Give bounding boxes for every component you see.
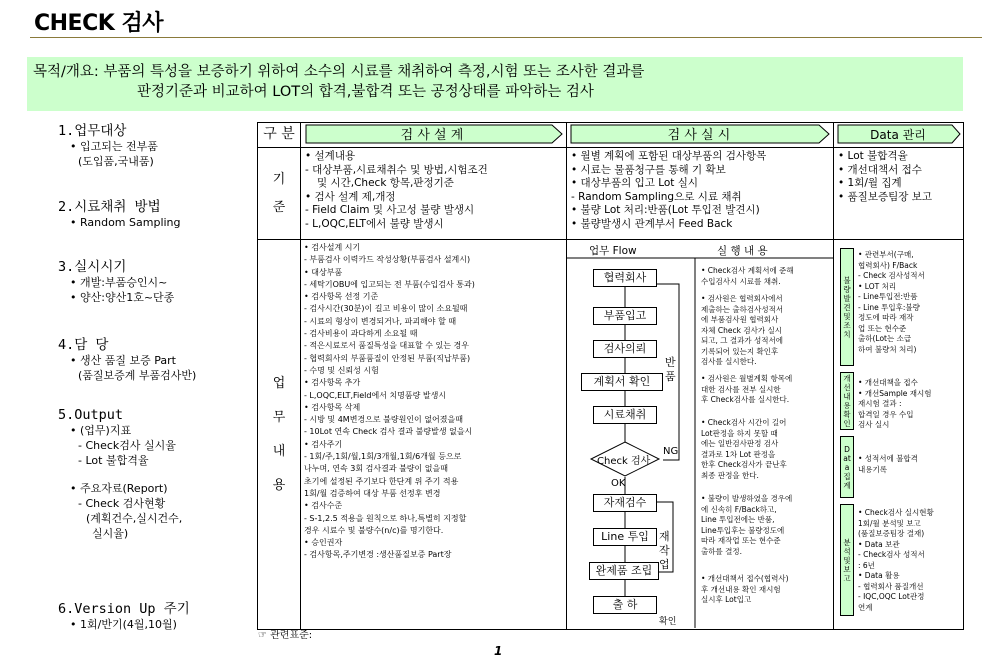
page-title: CHECK 검사 [34, 11, 163, 36]
vlabel-action [840, 248, 854, 366]
process-table [257, 122, 964, 630]
return-label [665, 356, 676, 384]
exec-head: 실 행 내 용 [717, 245, 768, 257]
data-note-line: - 협력회사 품질개선 [858, 581, 924, 591]
std-line: • Lot 불합격율 [838, 150, 908, 162]
header-exec-label: 검 사 실 시 [667, 128, 731, 143]
std-line: • 설계내용 [305, 150, 356, 162]
std-line: - Random Sampling으로 시료 채취 [571, 190, 742, 203]
std-line: • 품질보증팀장 보고 [838, 190, 933, 203]
standard-data [834, 148, 964, 240]
vlabel-text: 개선내용확인 [843, 374, 851, 428]
std-line: • 시료는 물품청구를 통해 기 확보 [571, 163, 726, 176]
related-standards: ☞ 관련표준: [258, 630, 313, 641]
data-note-line: 정도에 따라 재작 [858, 313, 914, 322]
confirm-label: 확인 [659, 617, 677, 627]
purpose-banner [27, 57, 963, 111]
flow-step-receiving: 부품입고 [593, 307, 657, 325]
exec-note-line: 검사를 실시한다. [701, 357, 757, 366]
work-label-char: 내 [272, 443, 286, 459]
std-line: • 개선대책서 접수 [838, 163, 922, 176]
vlabel-report [840, 504, 854, 616]
section-heading: 5.Output [58, 407, 124, 423]
data-note-line: (품질보증팀장 결재) [858, 529, 925, 538]
section-heading: 4.담 당 [58, 337, 109, 353]
exec-note-line: 기록되어 있는지 확인후 [701, 346, 779, 356]
std-line: • 불량발생시 관계부서 Feed Back [571, 217, 733, 230]
design-line: - 부품검사 이력카드 작성상황(부품검사 설계시) [304, 255, 471, 265]
work-label-char: 무 [272, 409, 286, 425]
data-note-line: 내용기록 [858, 464, 887, 474]
exec-note-2 [701, 294, 783, 368]
exec-note-line: 최종 판정을 한다. [701, 470, 759, 480]
std-line: • 월별 계획에 포함된 대상부품의 검사항목 [571, 150, 767, 162]
standard-exec [567, 148, 834, 240]
design-line: • 검사항목 추가 [304, 378, 361, 388]
section-item: • 1회/반기(4월,10월) [70, 618, 177, 631]
data-note-line: 업 또는 현수준 [858, 323, 907, 333]
section-item: • 입고되는 전부품 [70, 140, 158, 153]
exec-note-line: • 개선대책서 접수(협력사) [701, 574, 789, 583]
section-timing [58, 260, 174, 305]
design-line: - 시료의 형상이 변경되거나, 파괴해야 할 때 [304, 316, 457, 326]
std-line: • 1회/월 집계 [838, 177, 902, 189]
design-line: - 검사시간(30분)이 길고 비용이 많이 소요될때 [304, 304, 468, 314]
table-header-row [258, 123, 964, 148]
vlabel-text: Data집계 [843, 444, 851, 490]
design-line: 초기에 설정된 주기보다 한단계 위 주기 적용 [304, 476, 459, 486]
exec-note-line: 후 Check검사를 실시한다. [701, 395, 790, 404]
standard-design [301, 148, 567, 240]
design-line: 1회/월 검증하여 대상 부품 선정후 변경 [304, 488, 441, 498]
exec-note-5 [701, 494, 792, 557]
data-note-line: • Data 보관 [858, 539, 900, 549]
rework-char: 재 [659, 530, 670, 543]
data-note-line: - Check검사 성적서 [858, 550, 925, 559]
section-heading: 6.Version Up 주기 [58, 601, 190, 617]
standard-label [258, 148, 301, 240]
data-note-line: 연계 [858, 602, 873, 612]
exec-note-line: 따라 재작업 또는 현수준 [701, 536, 781, 545]
work-exec [567, 240, 834, 630]
exec-note-line: Lot판정을 하지 못할 때 [701, 428, 778, 438]
data-note-line: • Data 활용 [858, 571, 900, 580]
data-note-line: 검사 실시 [858, 420, 890, 429]
section-owner [58, 338, 196, 383]
section-item: 실시율) [92, 527, 129, 540]
flow-step-plan-check: 계획서 확인 [581, 373, 663, 391]
work-data [834, 240, 964, 630]
data-note-4 [858, 508, 934, 613]
exec-note-line: Line투입후는 불량정도에 [701, 525, 785, 535]
section-output [58, 408, 182, 541]
design-line: 경우 시료수 및 불량수(n/c)를 명기한다. [304, 525, 444, 535]
data-note-line: • 관련부서(구매, [858, 250, 914, 259]
exec-note-line: 한후 Check검사가 끝난후 [701, 460, 787, 469]
ok-label: OK [611, 478, 626, 489]
vlabel-improve [840, 372, 854, 430]
data-note-line: 합격일 경우 수입 [858, 409, 914, 419]
section-version [58, 602, 190, 632]
section-item: (도입품,국내품) [78, 155, 154, 168]
data-note-line: 1회/월 분석및 보고 [858, 518, 921, 528]
exec-note-line: 후 개선내용 확인 재시험 [701, 584, 781, 594]
data-note-2 [858, 378, 932, 431]
design-line: • 대상부품 [304, 267, 343, 277]
header-gubun: 구 분 [258, 123, 301, 148]
vlabel-text: 분석 및 보고 [843, 537, 851, 583]
ng-label: NG [663, 446, 679, 457]
data-note-3 [858, 454, 918, 475]
exec-note-line: 수입검사시 시료를 채취. [701, 276, 781, 286]
section-target [58, 124, 158, 169]
header-design [301, 123, 567, 148]
exec-note-1 [701, 266, 794, 287]
data-note-line: • 개선대책을 접수 [858, 378, 918, 387]
section-item: • 주요자료(Report) [70, 482, 168, 495]
std-line: - 대상부품,시료채취수 및 방법,시험조건 [305, 163, 488, 176]
design-line: - 세탁기OBU에 입고되는 전 부품(수입검사 통과) [304, 279, 475, 289]
data-note-line: - Check 검사성적서 [858, 271, 925, 280]
purpose-line-1: 목적/개요: 부품의 특성을 보증하기 위하여 소수의 시료를 채취하여 측정,시험 또는 조사한 결과를 [33, 64, 645, 80]
exec-note-line: • 검사원은 협력회사에서 [701, 294, 783, 303]
exec-note-line: 에 부품검사원 협력회사 [701, 315, 779, 324]
data-note-1 [858, 250, 925, 355]
title-divider [30, 37, 982, 38]
design-line: - 적은시료로서 품질특성을 대표할 수 있는 경우 [304, 341, 469, 351]
design-line: - 시방 및 4M변경으로 불량원인이 없어졌을때 [304, 415, 463, 425]
exec-note-line: • 불량이 발생하였을 경우에 [701, 494, 793, 503]
flow-step-sampling: 시료채취 [593, 406, 657, 424]
data-note-line: : 6년 [858, 560, 875, 570]
data-note-line: - IQC,OQC Lot관정 [858, 592, 925, 601]
section-item: (품질보증계 부품검사반) [78, 369, 197, 382]
design-arrow-icon [304, 123, 564, 145]
data-note-line: 하여 불량처 처리) [858, 344, 917, 354]
data-note-line: - Line 투입후:불량 [858, 302, 920, 312]
exec-note-line: 출하를 결정. [701, 546, 742, 556]
exec-note-6 [701, 574, 789, 606]
design-line: - 검사항목,주기변경 :생산품질보증 Part장 [304, 550, 452, 560]
data-note-line: 재시험 결과 : [858, 399, 902, 408]
exec-note-line: Line 투입전에는 반품, [701, 515, 775, 524]
work-design [301, 240, 567, 630]
design-line: 나누며, 연속 3회 검사결과 불량이 없을때 [304, 464, 448, 474]
rework-label [659, 530, 670, 572]
data-note-line: • 개선Sample 재시험 [858, 388, 932, 398]
exec-note-4 [701, 418, 787, 481]
design-line: • 검사항목 삭제 [304, 402, 361, 412]
design-line: • 검사항목 선정 기준 [304, 292, 379, 302]
design-line: - 1회/주,1회/월,1회/3개월,1회/6개월 등으로 [304, 452, 462, 462]
exec-note-line: 되고, 그 결과가 성적서에 [701, 336, 783, 345]
exec-note-line: • Check검사 시간이 길어 [701, 418, 787, 427]
header-data [834, 123, 964, 148]
standard-row [258, 148, 964, 240]
section-item: (계획건수,실시건수, [86, 512, 183, 525]
standard-label-char: 기 [272, 171, 286, 187]
section-heading: 2.시료채취 방법 [58, 199, 161, 215]
flow-step-supplier: 협력회사 [593, 269, 657, 287]
flow-step-line-input: Line 투입 [593, 528, 657, 546]
exec-note-line: • Check검사 계획서에 준해 [701, 266, 794, 275]
work-label [258, 240, 301, 630]
std-line: - L,OQC,ELT에서 불량 발생시 [305, 217, 444, 230]
design-line: • 검사설계 시기 [304, 243, 361, 252]
purpose-line-2: 판정기준과 비교하여 LOT의 합격,불합격 또는 공정상태를 파악하는 검사 [137, 84, 594, 100]
section-item: • 양산:양산1호~단종 [70, 291, 175, 304]
data-note-line: • LOT 처리 [858, 281, 897, 291]
section-item: • Random Sampling [70, 216, 181, 229]
section-item: - Check 검사현황 [78, 497, 166, 510]
design-line: - 수명 및 신뢰성 시험 [304, 365, 379, 375]
data-note-line: 출하(Lot는 소급 [858, 334, 912, 343]
rework-char: 업 [659, 558, 670, 571]
header-exec [567, 123, 834, 148]
vlabel-collect [840, 436, 854, 498]
design-line: - 10Lot 연속 Check 검사 결과 불량발생 없을시 [304, 427, 473, 437]
std-line: • 검사 설계 제,개정 [305, 190, 396, 203]
exec-note-line: 실시후 Lot입고 [701, 595, 752, 604]
work-label-char: 업 [272, 375, 286, 391]
design-line: - 검사비용이 과다하게 소요될 때 [304, 329, 418, 339]
section-heading: 1.업무대상 [58, 123, 127, 139]
section-item: - Check검사 실시율 [78, 439, 176, 452]
std-line: • 대상부품의 입고 Lot 실시 [571, 177, 699, 189]
flow-step-ship: 출 하 [593, 596, 657, 614]
std-line: 및 시간,Check 항목,판정기준 [317, 177, 454, 189]
exec-arrow-icon [569, 123, 831, 145]
flow-step-assembly: 완제품 조립 [589, 562, 659, 580]
exec-note-line: 에 신속히 F/Back하고, [701, 504, 777, 514]
header-design-label: 검 사 설 계 [400, 128, 463, 143]
section-heading: 3.실시시기 [58, 259, 127, 275]
work-row [258, 240, 964, 630]
exec-note-line: 자체 Check 검사가 실시 [701, 325, 782, 335]
data-note-line: • 성적서에 불합격 [858, 454, 918, 463]
rework-char: 작 [659, 544, 670, 557]
flow-step-inspect: 자재검수 [593, 494, 657, 512]
section-item: • 생산 품질 보증 Part [70, 354, 176, 367]
standard-label-char: 준 [272, 199, 286, 215]
data-note-line: - Line투입전:반품 [858, 292, 918, 301]
vlabel-text: 불량발견 및 조치 [843, 275, 851, 339]
design-line: • 검사주기 [304, 439, 343, 449]
data-note-line: • Check검사 실시현황 [858, 508, 934, 517]
work-label-char: 용 [272, 477, 286, 493]
section-item: - Lot 불합격율 [78, 454, 149, 467]
return-char: 반 [665, 356, 676, 369]
data-arrow-icon [836, 123, 962, 145]
section-item: • (업무)지표 [70, 424, 132, 437]
return-char: 품 [665, 370, 676, 383]
data-note-line: 협력회사) F/Back [858, 260, 918, 270]
exec-note-line: 대한 검사를 전부 실시한 [701, 384, 781, 394]
page-number: 1 [494, 644, 503, 658]
flow-step-check: Check 검사 [597, 456, 651, 467]
design-line: • 검사수준 [304, 501, 343, 511]
exec-note-3 [701, 374, 792, 406]
flow-head: 업무 Flow [589, 245, 637, 257]
flow-step-request: 검사의뢰 [593, 340, 657, 358]
std-line: • 불량 Lot 처리:반품(Lot 투입전 발견시) [571, 204, 760, 216]
header-data-label: Data 관리 [869, 128, 926, 142]
exec-note-line: 결과로 1차 Lot 판정을 [701, 449, 776, 459]
section-sampling [58, 200, 181, 230]
exec-note-line: 제출하는 출하검사성적서 [701, 304, 784, 314]
design-line: - L,OQC,ELT,Field에서 치명품량 발생시 [304, 390, 447, 400]
design-line: • 승인권자 [304, 538, 343, 548]
design-line: - S-1,2.5 적용을 원칙으로 하나,특별히 지정할 [304, 513, 467, 523]
exec-note-line: • 검사원은 월별계획 항목에 [701, 374, 793, 383]
section-item: • 개발:부품승인시~ [70, 276, 168, 289]
exec-note-line: 에는 일반검사판정 검사 [701, 439, 779, 448]
design-line: - 협력회사의 부품품질이 안정된 부품(직납부품) [304, 353, 471, 363]
std-line: - Field Claim 및 사고성 불량 발생시 [305, 204, 475, 216]
